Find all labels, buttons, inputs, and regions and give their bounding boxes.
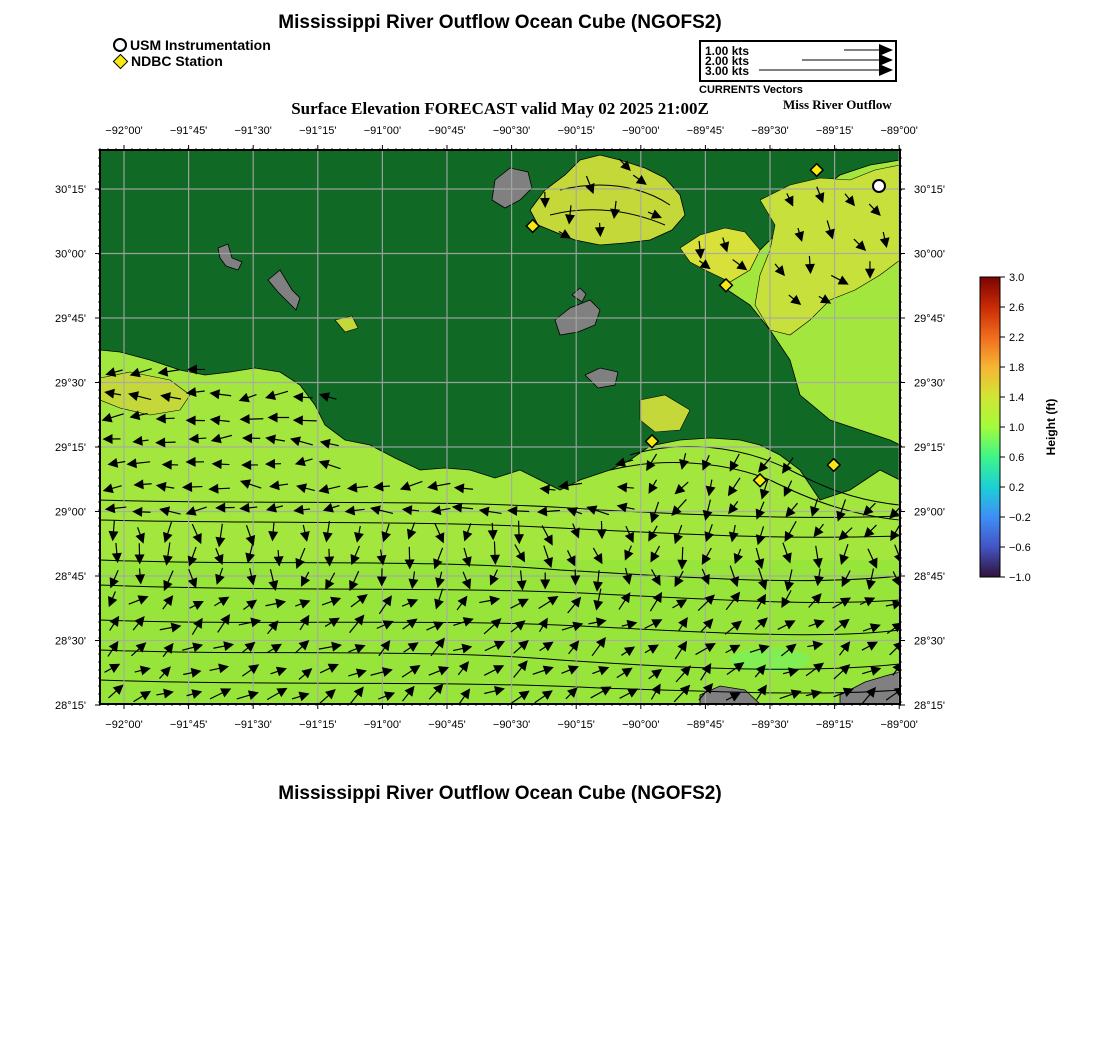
lon-tick-label: −92°00' xyxy=(105,125,143,137)
lon-tick-label: −91°45' xyxy=(169,719,208,731)
secondary-title: Mississippi River Outflow Ocean Cube (NGOFS2) xyxy=(278,783,722,804)
lat-tick-label: 30°00' xyxy=(55,248,86,261)
lon-tick-label: −90°00' xyxy=(622,125,660,137)
lat-tick-label: 30°00' xyxy=(914,248,945,261)
lat-tick-label: 29°45' xyxy=(914,313,945,325)
lon-tick-label: −89°30' xyxy=(751,719,789,731)
usm-instrument-marker[interactable] xyxy=(873,180,885,192)
lon-tick-label: −90°15' xyxy=(557,125,595,137)
height-colorbar xyxy=(975,270,1085,590)
lon-tick-label: −91°15' xyxy=(299,125,337,137)
colorbar-tick-label: 3.0 xyxy=(1009,272,1025,284)
lon-tick-label: −92°00' xyxy=(105,719,143,731)
lon-tick-label: −90°45' xyxy=(428,719,466,731)
lat-tick-label: 29°45' xyxy=(55,313,86,325)
lon-tick-label: −89°45' xyxy=(686,125,725,137)
lat-tick-label: 28°30' xyxy=(55,635,86,648)
lat-tick-label: 28°30' xyxy=(914,635,945,648)
lat-tick-label: 30°15' xyxy=(55,184,86,196)
colorbar-tick-label: 1.4 xyxy=(1009,392,1025,404)
lat-tick-label: 30°15' xyxy=(914,184,945,196)
lon-tick-label: −90°00' xyxy=(622,719,660,731)
vector-caption: CURRENTS Vectors xyxy=(699,84,803,96)
lon-tick-label: −91°00' xyxy=(363,719,402,731)
lon-tick-label: −91°30' xyxy=(234,719,272,731)
lon-tick-label: −89°30' xyxy=(751,125,789,137)
colorbar-label: Height (ft) xyxy=(1044,398,1058,456)
lon-tick-label: −90°15' xyxy=(557,719,595,731)
lon-tick-label: −89°00' xyxy=(880,719,918,731)
lat-tick-label: 29°30' xyxy=(914,377,945,390)
region-label: Miss River Outflow xyxy=(783,97,892,112)
lat-tick-label: 28°45' xyxy=(55,571,86,583)
colorbar-gradient xyxy=(980,277,1000,577)
lon-tick-label: −90°30' xyxy=(492,125,531,137)
colorbar-tick-label: 1.8 xyxy=(1009,362,1025,374)
lon-tick-label: −89°15' xyxy=(815,125,854,137)
lon-tick-label: −91°00' xyxy=(363,125,402,137)
vector-key-label-3: 3.00 kts xyxy=(705,64,750,78)
lat-tick-label: 28°45' xyxy=(914,571,945,583)
legend-ndbc-label: NDBC Station xyxy=(131,53,223,69)
lon-tick-label: −91°45' xyxy=(169,125,208,137)
vector-key-label-1: 1.00 kts xyxy=(705,44,750,58)
lon-tick-label: −90°30' xyxy=(492,719,531,731)
colorbar-tick-label: 2.2 xyxy=(1009,332,1025,344)
lon-tick-label: −91°30' xyxy=(234,125,272,137)
lat-tick-label: 29°15' xyxy=(55,442,86,454)
lat-tick-label: 28°15' xyxy=(55,700,86,712)
lat-tick-label: 29°00' xyxy=(914,506,945,519)
lat-tick-label: 29°00' xyxy=(55,506,86,519)
vector-key-label-2: 2.00 kts xyxy=(705,54,750,68)
colorbar-tick-label: 2.6 xyxy=(1009,302,1025,314)
main-title: Mississippi River Outflow Ocean Cube (NGOFS2) xyxy=(278,12,722,33)
colorbar-tick-label: 0.6 xyxy=(1009,452,1025,464)
colorbar-tick-label: 0.2 xyxy=(1009,482,1025,494)
colorbar-tick-label: −0.6 xyxy=(1009,542,1031,554)
lat-tick-label: 29°15' xyxy=(914,442,945,454)
lon-tick-label: −89°00' xyxy=(880,125,918,137)
colorbar-tick-label: −1.0 xyxy=(1009,572,1031,584)
legend-usm-label: USM Instrumentation xyxy=(130,37,271,53)
lon-tick-label: −89°15' xyxy=(815,719,854,731)
lon-tick-label: −91°15' xyxy=(299,719,337,731)
map-subtitle: Surface Elevation FORECAST valid May 02 2025 21:00Z xyxy=(291,99,709,118)
lon-tick-label: −90°45' xyxy=(428,125,466,137)
lat-tick-label: 29°30' xyxy=(55,377,86,390)
lat-tick-label: 28°15' xyxy=(914,700,945,712)
colorbar-tick-label: 1.0 xyxy=(1009,422,1025,434)
colorbar-tick-label: −0.2 xyxy=(1009,512,1031,524)
lon-tick-label: −89°45' xyxy=(686,719,725,731)
